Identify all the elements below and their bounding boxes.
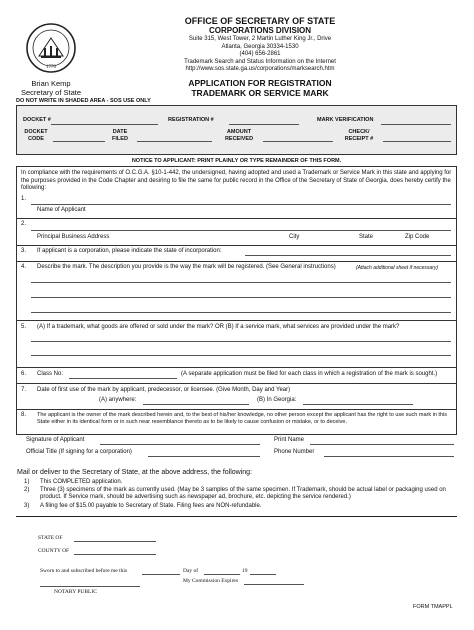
attach-sheet-note: (Attach additional sheet if necessary): [356, 265, 438, 271]
sworn-month-input[interactable]: [204, 574, 240, 575]
office-title: OFFICE OF SECRETARY OF STATE: [184, 16, 336, 26]
sworn-day-input[interactable]: [142, 574, 180, 575]
address-line-2: Atlanta, Georgia 30334-1530: [221, 43, 299, 50]
address-line-1: Suite 315, West Tower, 2 Martin Luther King Jr., Drive: [188, 36, 332, 42]
first-use-anywhere-input[interactable]: [143, 404, 249, 405]
form-title-line-2: TRADEMARK OR SERVICE MARK: [191, 87, 329, 98]
state-of-label: STATE OF: [38, 535, 63, 541]
anywhere-label: (A) anywhere:: [99, 397, 137, 403]
date-first-use-label: Date of first use of the mark by applicant, predecessor, or licensee. (Give Month, Day and Year): [37, 387, 291, 393]
search-url[interactable]: http://www.sos.state.ga.us/corporations/marksearch.htm: [185, 66, 335, 72]
day-of-label: Day of: [183, 568, 199, 574]
date-filed-label: DATE FILED: [112, 129, 128, 142]
secretary-name: Brian Kemp: [31, 79, 71, 88]
mark-description-input[interactable]: [31, 282, 451, 283]
owner-statement: The applicant is the owner of the mark described herein and, to the best of his/her knowledge, no other person except the applicant has the right to use such mark in this State either in its identical form or in such near resemblance thereto as to be likely to cause confusion or mistake, or to deceive.: [37, 412, 447, 425]
registration-num-label: REGISTRATION #: [168, 117, 214, 123]
mark-verification-label: MARK VERIFICATION: [317, 117, 374, 123]
commission-expires-label: My Commission Expires: [183, 578, 239, 584]
sworn-label: Sworn to and subscribed before me this: [40, 568, 128, 574]
application-form: In compliance with the requirements of O.C.G.A. §10-1-442, the undersigned, having adopted and used a Trademark or Service Mark in this state and applying for the purposes provided in the Code Chapter and desiring to file the same for public record in the Office of the Secretary of State of Georgia, does hereby certify the following: 1. Name of Applicant 2. Principal Business Address City State Zip Code 3. If applicant is a corporation, please indicate the state of incorporation: 4. Describe the mark. The description you provide is the way the mark will be registered. (See General instructions) (Attach additional sheet if necessary) 5. (A) If a trademark, what goods are offered or sold under the mark? OR (B) If a service mark, what services are provided under the mark? 6. Class No: (A separate application must be filed for each class in which a registration of the mark is sought.) 7. Date of first use of the mark by applicant, predecessor, or licensee. (Give Month, Day and Year) (A) anywhere: (B) In Georgia: 8. The applicant is the owner of the mark described herein and, to the best of his/her knowledge, no other person except the applicant has the right to use such mark in this State either in its identical form or in such near resemblance thereto as to be likely to cause confusion or mistake, or to deceive.: [16, 166, 457, 435]
commission-expires-input[interactable]: [244, 584, 304, 585]
phone-number: (404) 656-2861: [239, 51, 281, 57]
seal-year: 1776: [46, 65, 56, 70]
sworn-year-input[interactable]: [250, 574, 276, 575]
signature-label: Signature of Applicant: [26, 437, 85, 443]
secretary-title: Secretary of State: [20, 88, 82, 97]
notary-public-label: NOTARY PUBLIC: [54, 589, 97, 595]
in-georgia-label: (B) In Georgia:: [257, 397, 297, 403]
notice-to-applicant: NOTICE TO APPLICANT: PRINT PLAINLY OR TYPE REMAINDER OF THIS FORM.: [131, 158, 342, 164]
name-of-applicant-label: Name of Applicant: [37, 207, 86, 213]
sos-use-only-area: [16, 105, 457, 155]
describe-mark-label: Describe the mark. The description you provide is the way the mark will be registered. (See General instructions): [37, 264, 336, 270]
state-of-input[interactable]: [74, 541, 156, 542]
principal-address-label: Principal Business Address: [37, 234, 110, 240]
mail-heading: Mail or deliver to the Secretary of State, at the above address, the following:: [17, 469, 253, 476]
zip-label: Zip Code: [405, 234, 430, 240]
goods-services-label: (A) If a trademark, what goods are offered or sold under the mark? OR (B) If a service mark, what services are provided under the mark?: [37, 324, 400, 330]
official-title-label: Official Title (If signing for a corporation): [26, 449, 132, 455]
principal-address-input[interactable]: [31, 230, 451, 231]
county-of-label: COUNTY OF: [38, 548, 70, 554]
corporation-state-label: If applicant is a corporation, please indicate the state of incorporation:: [37, 248, 222, 254]
corporation-state-input[interactable]: [245, 255, 451, 256]
intro-statement: In compliance with the requirements of O.C.G.A. §10-1-442, the undersigned, having adopted and used a Trademark or Service Mark in this state and applying for the purposes provided in the Code Chapter and desiring to file the same for public record in the Office of the Secretary of State of Georgia, does hereby certify the following:: [21, 170, 452, 191]
class-no-input[interactable]: [69, 378, 177, 379]
trademark-info: Trademark Search and Status Information on the Internet: [184, 58, 336, 65]
class-no-label: Class No:: [37, 371, 64, 377]
first-use-georgia-input[interactable]: [303, 404, 413, 405]
notary-signature-input[interactable]: [40, 586, 140, 587]
city-label: City: [289, 234, 300, 240]
print-name-input[interactable]: [310, 444, 454, 445]
amount-received-label: AMOUNT RECEIVED: [224, 129, 254, 142]
division-title: CORPORATIONS DIVISION: [208, 26, 312, 35]
signature-input[interactable]: [100, 444, 260, 445]
docket-num-label: DOCKET #: [23, 117, 51, 123]
mail-item-fee: A filing fee of $15.00 payable to Secretary of State. Filing fees are NON-refundable.: [40, 503, 262, 509]
applicant-name-input[interactable]: [31, 204, 451, 205]
mail-item-application: This COMPLETED application.: [40, 479, 123, 485]
form-id: FORM TMAPPL: [413, 604, 453, 610]
state-label: State: [359, 234, 374, 240]
phone-number-label: Phone Number: [274, 449, 315, 455]
county-of-input[interactable]: [74, 554, 156, 555]
georgia-state-seal: [25, 22, 77, 74]
check-receipt-label: CHECK/ RECEIPT #: [344, 129, 374, 142]
official-title-input[interactable]: [148, 456, 260, 457]
class-note: (A separate application must be filed for each class in which a registration of the mark is sought.): [181, 371, 438, 377]
print-name-label: Print Name: [274, 437, 305, 443]
goods-services-input[interactable]: [31, 341, 451, 342]
phone-number-input[interactable]: [324, 456, 454, 457]
year-prefix-label: 19: [242, 568, 248, 574]
mail-item-specimens: Three (3) specimens of the mark as currently used. (May be 3 samples of the same specimen. If Trademark, should be actual label or packaging used on product. If Service mark, should be advertising such as newspaper ad, brochure, etc. depicting the service rendered.): [40, 487, 446, 501]
docket-code-label: DOCKET CODE: [24, 129, 48, 142]
sos-only-label: DO NOT WRITE IN SHADED AREA - SOS USE ONLY: [16, 98, 151, 104]
form-title-line-1: APPLICATION FOR REGISTRATION: [188, 77, 332, 88]
